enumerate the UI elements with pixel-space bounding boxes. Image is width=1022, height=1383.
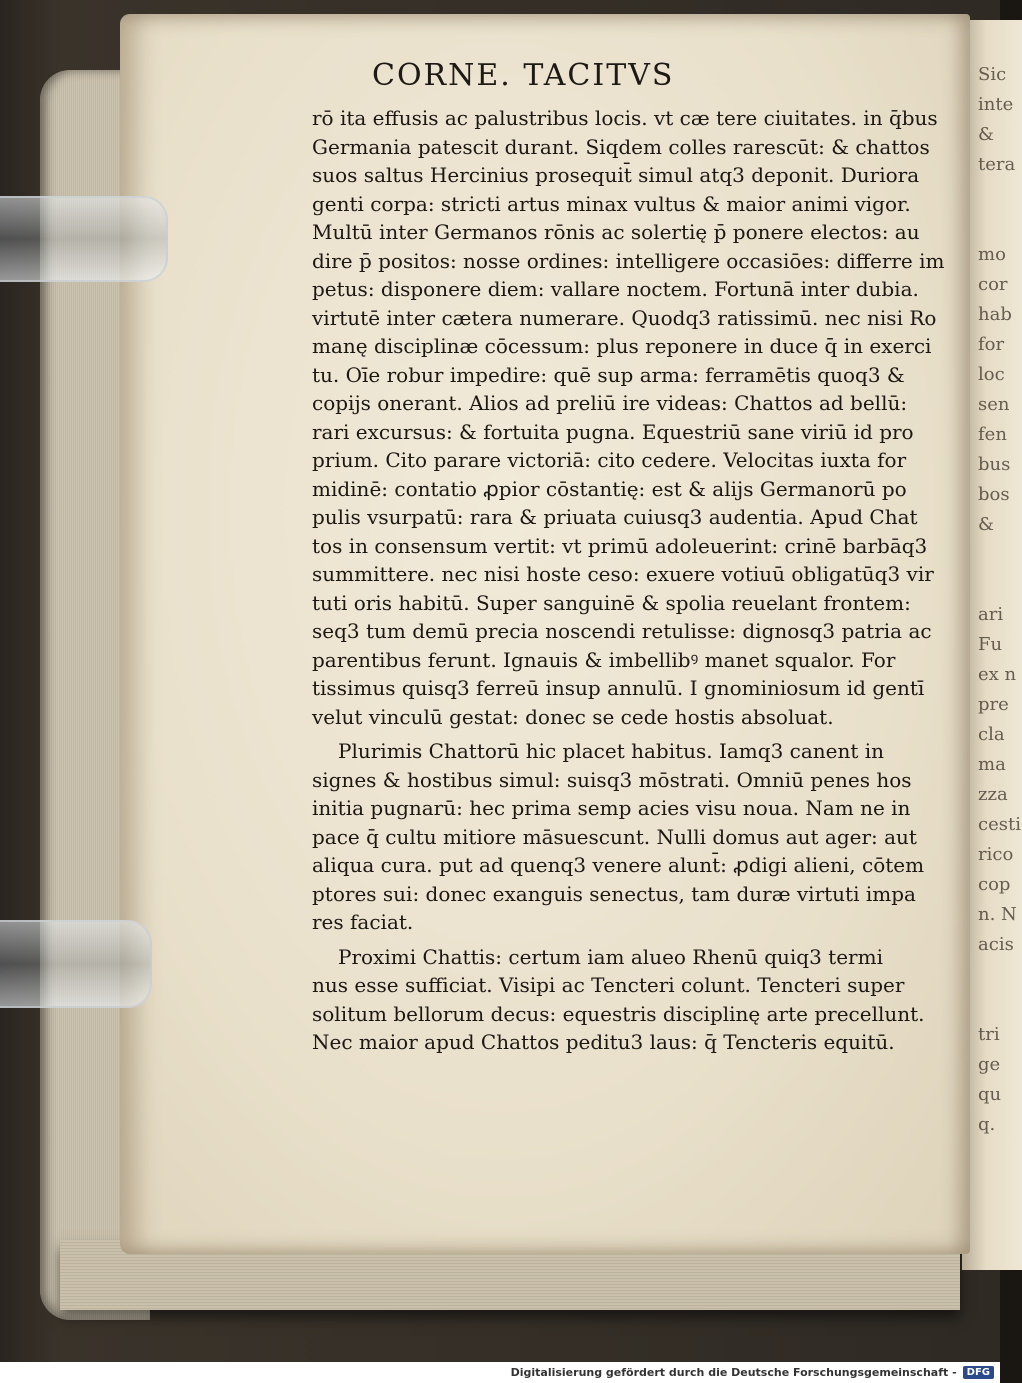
text-line: parentibus ferunt. Ignauis & imbellibꝰ manet squalor. For (312, 647, 896, 672)
text-line: suos saltus Hercinius prosequit̄ simul atq3 deponit. Duriora (312, 163, 920, 187)
text-line: petus: disponere diem: vallare noctem. Fortunā inter dubia. (312, 277, 919, 301)
text-line: tuti oris habitū. Super sanguinē & spolia reuelant frontem: (312, 590, 911, 615)
text-line: prium. Cito parare victoriā: cito cedere. Velocitas iuxta for (312, 448, 907, 472)
text-line: manę disciplinæ cōcessum: plus reponere in duce q̄ in exerci (312, 334, 932, 358)
text-line: tu. Oīe robur impedire: quē sup arma: ferramētis quoq3 & (312, 362, 905, 387)
facing-page-text: Sic inte & tera mo cor hab for loc sen fen bus bos & ari Fu ex pre cla ma zza cesti rico cop n. acis tri ge qu q. (978, 64, 1021, 1135)
text-line: summittere. nec nisi hoste ceso: exuere votiuū obligatūq3 vir (312, 562, 934, 586)
text-line: rō ita effusis ac palustribus locis. vt cæ tere ciuitates. in q̄bus (312, 106, 938, 130)
text-line: initia pugnarū: hec prima semp acies visu noua. Nam ne in (312, 796, 911, 820)
clamp-strip-top (0, 196, 168, 282)
text-line: nus esse sufficiat. Visipi ac Tencteri colunt. Tencteri super (312, 973, 905, 997)
text-line: seq3 tum demū precia noscendi retulisse: dignosq3 patria ac (312, 619, 932, 643)
text-line: pulis vsurpatū: rara & priuata cuiusq3 audentia. Apud Chat (312, 505, 918, 529)
text-line: dire p̄ positos: nosse ordines: intelligere occasiōes: differre im (312, 248, 945, 273)
text-line: Plurimis Chattorū hic placet habitus. Iamq3 canent in (338, 739, 885, 763)
text-line: Germania patescit durant. Siqdem colles rarescūt: & chattos (312, 134, 930, 159)
text-line: aliqua cura. put ad quenq3 venere alunt̄: ꝓdigi alieni, cōtem (312, 853, 925, 877)
running-head: CORNE. TACITVS (372, 58, 675, 93)
text-line: tos in consensum vertit: vt primū adoleuerint: crinē barbāq3 (312, 533, 928, 558)
dfg-logo: DFG (963, 1366, 994, 1379)
text-line: Proximi Chattis: certum iam alueo Rhenū quiq3 termi (338, 944, 883, 969)
footer-bar (0, 1362, 1000, 1383)
text-line: ptores sui: donec exanguis senectus, tam duræ virtuti impa (312, 881, 916, 906)
text-line: solitum bellorum decus: equestris disciplinę arte precellunt. (312, 1001, 925, 1026)
text-line: pace q̄ cultu mitiore māsuescunt. Nulli domus aut ager: aut (312, 824, 917, 849)
text-line: virtutē inter cætera numerare. Quodq3 ratissimū. nec nisi Ro (312, 305, 937, 330)
text-line: Nec maior apud Chattos peditu3 laus: q̄ Tencteris equitū. (312, 1030, 895, 1054)
text-line: genti corpa: stricti artus minax vultus & maior animi vigor. (312, 191, 911, 216)
text-line: signes & hostibus simul: suisq3 mōstrati. Omniū penes hos (312, 767, 912, 792)
text-line: rari excursus: & fortuita pugna. Equestriū sane viriū id pro (312, 419, 914, 444)
text-line: tissimus quisq3 ferreū insup annulū. I gnominiosum id gentī (312, 676, 925, 700)
text-line: copijs onerant. Alios ad preliū ire videas: Chattos ad bellū: (312, 391, 908, 415)
text-line: res faciat. (312, 910, 414, 934)
clamp-strip-bottom (0, 920, 152, 1008)
text-line: Multū inter Germanos rōnis ac solertię p̄ ponere electos: au (312, 220, 920, 244)
text-line: velut vinculū gestat: donec se cede hostis absoluat. (312, 704, 834, 729)
main-text-block (312, 104, 945, 1057)
footer-credit: Digitalisierung gefördert durch die Deutsche Forschungsgemeinschaft - (510, 1366, 957, 1379)
text-line: midinē: contatio ꝓpior cōstantię: est & alijs Germanorū po (312, 476, 907, 501)
